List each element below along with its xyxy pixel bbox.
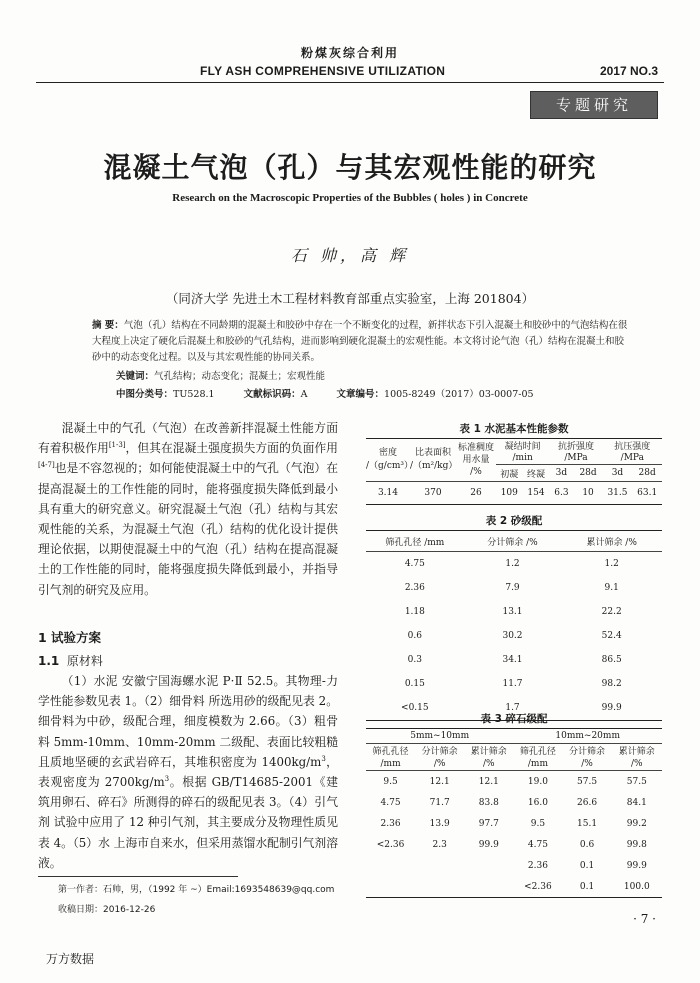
keywords-label: 关键词： <box>116 371 155 382</box>
abstract <box>92 318 630 366</box>
table-cell: 15.1 <box>577 818 598 829</box>
article-no-label: 文章编号： <box>336 389 385 400</box>
table-cell: 7.9 <box>505 583 520 593</box>
header-rule <box>36 82 664 83</box>
table-cell: 11.7 <box>502 679 523 689</box>
journal-name-cn: 粉煤灰综合利用 <box>300 46 399 60</box>
table-cell: 2.36 <box>404 583 425 593</box>
t3-group-b: 10mm~20mm <box>513 729 662 744</box>
table-cell: 99.9 <box>478 839 499 850</box>
page-number: · 7 · <box>633 912 656 926</box>
clc-label: 中图分类号： <box>116 389 174 400</box>
table-cell: 9.5 <box>383 776 398 787</box>
table-cell: 4.75 <box>380 797 401 808</box>
table-row <box>366 855 662 876</box>
table-cell: <2.36 <box>376 839 405 850</box>
t1-flex-3d: 3d <box>555 468 568 478</box>
superscript-3b: 3 <box>164 775 170 784</box>
table-row <box>366 813 662 834</box>
footnote-rule <box>38 876 238 877</box>
t1-final: 终凝 <box>526 469 545 480</box>
table-row <box>366 648 662 672</box>
t1-comp-3d: 3d <box>611 468 624 478</box>
table-cell: 12.1 <box>478 776 499 787</box>
table-cell: 109 <box>500 488 518 498</box>
table-cell: 1.18 <box>404 607 425 617</box>
issue-number: 2017 NO.3 <box>599 64 658 78</box>
citation-1-3: [1-3] <box>108 441 126 450</box>
table-cell: 10 <box>582 488 594 498</box>
t3-u-part: /% <box>433 758 446 769</box>
t1-initial: 初凝 <box>500 469 519 480</box>
table1 <box>366 438 662 505</box>
journal-name-en: FLY ASH COMPREHENSIVE UTILIZATION <box>200 64 446 78</box>
table-cell: 26 <box>470 488 482 498</box>
table-cell: 0.6 <box>407 631 422 641</box>
table-row <box>366 792 662 813</box>
table-cell: 12.1 <box>429 776 450 787</box>
table-cell: 0.6 <box>579 839 595 850</box>
t1-h-water: 标准稠度用水量 /% <box>457 443 494 477</box>
table-cell: 0.1 <box>579 860 595 871</box>
t1-h-flex: 抗折强度 <box>557 442 594 452</box>
table2 <box>366 530 662 721</box>
table-cell: <2.36 <box>524 881 552 892</box>
table-cell: 83.8 <box>478 797 499 808</box>
clc-value: TU528.1 <box>173 389 215 400</box>
table-cell: 2.3 <box>432 839 447 850</box>
table-cell: 31.5 <box>607 488 628 498</box>
table-cell: 3.14 <box>377 488 398 498</box>
table-cell: 71.7 <box>429 797 450 808</box>
table-cell: 63.1 <box>637 488 658 498</box>
table-cell: 154 <box>527 488 545 498</box>
t3-u-part-b: /% <box>581 758 593 769</box>
article-title-cn: 混凝土气泡（孔）与其宏观性能的研究 <box>103 151 597 184</box>
table-cell: 26.6 <box>577 797 598 808</box>
table-row <box>366 600 662 624</box>
t1-h-density: 密度 /（g/cm³） <box>366 448 414 471</box>
t3-u-cum-b: /% <box>631 758 643 769</box>
section-heading-1: 1 试验方案 <box>38 630 102 645</box>
table-cell: 99.2 <box>626 818 647 829</box>
affiliation: （同济大学 先进土木工程材料教育部重点实验室，上海 201804） <box>165 291 535 306</box>
table-cell: 99.9 <box>626 860 647 871</box>
article-title-en: Research on the Macroscopic Properties of the Bubbles ( holes ) in Concrete <box>172 192 528 204</box>
table-cell: 86.5 <box>601 655 622 665</box>
table-cell: 13.9 <box>429 818 450 829</box>
t2-header: 累计筛余 /% <box>586 537 637 548</box>
table-cell <box>366 876 415 898</box>
table-cell: 1.2 <box>505 559 520 569</box>
table-cell: 30.2 <box>502 631 523 641</box>
t1-h-setting: 凝结时间 <box>504 442 541 452</box>
citation-4-7: [4-7] <box>38 461 55 470</box>
section-number: 1.1 <box>38 654 60 668</box>
authors: 石 帅，高 辉 <box>290 246 410 265</box>
classification-info <box>116 386 636 400</box>
intro-text-1: 混凝土中的气孔（气泡）在改善新拌混凝土性能方面有着积极作用 <box>38 421 338 456</box>
footnote-author: 第一作者：石帅，男，（1992 年 ~）Email:1693548639@qq.com <box>58 885 335 895</box>
table-cell: 4.75 <box>527 839 548 850</box>
doc-code-value: A <box>300 389 308 400</box>
table-row <box>366 624 662 648</box>
table-cell: 16.0 <box>527 797 548 808</box>
table-cell: 52.4 <box>601 631 622 641</box>
table-cell: 0.3 <box>407 655 422 665</box>
intro-paragraph <box>38 418 338 600</box>
table3 <box>366 728 662 898</box>
t3-group-a: 5mm~10mm <box>366 729 513 744</box>
doc-code-label: 文献标识码： <box>243 389 301 400</box>
table-cell: 9.5 <box>530 818 546 829</box>
t1-comp-28d: 28d <box>638 468 656 478</box>
t3-h-cum: 累计筛余 <box>470 747 507 757</box>
table-cell: 13.1 <box>502 607 523 617</box>
table-cell: 34.1 <box>502 655 523 665</box>
table-cell <box>366 855 415 876</box>
table-cell <box>415 876 464 898</box>
t1-h-comp: 抗压强度 <box>614 442 651 452</box>
t3-h-part: 分计筛余 <box>421 747 458 757</box>
t1-h-setting-unit: /min <box>496 452 549 465</box>
table-cell: 22.2 <box>601 607 622 617</box>
table-cell: 98.2 <box>601 679 622 689</box>
footnote-received: 收稿日期：2016-12-26 <box>58 905 156 915</box>
table-cell <box>464 855 513 876</box>
table-cell: 1.7 <box>505 703 520 713</box>
table2-caption: 表 2 砂级配 <box>485 515 543 527</box>
table-cell <box>415 855 464 876</box>
abstract-label: 摘 要： <box>92 320 124 331</box>
article-no-value: 1005-8249（2017）03-0007-05 <box>384 389 534 400</box>
table-cell <box>464 876 513 898</box>
table-row <box>366 834 662 855</box>
t3-u-cum: /% <box>483 758 495 769</box>
table1-caption: 表 1 水泥基本性能参数 <box>459 423 569 435</box>
table-cell: 6.3 <box>554 488 569 498</box>
table-cell: 1.2 <box>604 559 619 569</box>
table-row <box>366 576 662 600</box>
table-cell: 370 <box>424 488 442 498</box>
watermark: 万方数据 <box>46 952 95 966</box>
abstract-text: 气泡（孔）结构在不同龄期的混凝土和胶砂中存在一个不断变化的过程，新拌状态下引入混凝土和胶砂中的气泡结构在很大程度上决定了硬化后混凝土和胶砂的气孔结构，进而影响到硬化混凝土的宏观性能。本文将讨论气泡（孔）结构在混凝土和胶砂中的动态变化过程。以及与其宏观性能的协同关系。 <box>92 320 628 363</box>
t2-header: 筛孔孔径 /mm <box>385 537 445 548</box>
table-cell: 19.0 <box>527 776 548 787</box>
t3-h-sieve-b: 筛孔孔径 <box>519 747 556 757</box>
section-title: 原材料 <box>66 654 103 668</box>
table-cell: 99.9 <box>601 703 622 713</box>
table-cell: 100.0 <box>623 881 650 892</box>
materials-text-1: （1）水泥 安徽宁国海螺水泥 P·Ⅱ 52.5。其物理-力学性能参数见表 1。（2）细骨料 所选用砂的级配见表 2。细骨料为中砂，级配合理，细度模数为 2.66。（3）粗骨料 5mm-10mm、10mm-20mm 二级配、表面比较粗糙且质地坚硬的玄武岩碎石，其堆积密度为 1400kg/m <box>38 674 338 769</box>
keywords-text: 气孔结构；动态变化；混凝土；宏观性能 <box>154 371 326 382</box>
t3-h-sieve: 筛孔孔径 <box>372 747 409 757</box>
table3-caption: 表 3 碎石级配 <box>480 713 548 725</box>
materials-text-3: 。根据 GB/T14685-2001《建筑用卵石、碎石》所测得的碎石的级配见表 3。（4）引气剂 试验中应用了 12 种引气剂，其主要成分及物理性质见表 4。（5）水 上海市自来水，但采用蒸馏水配制引气剂溶液。 <box>38 775 338 870</box>
table-cell: <0.15 <box>401 703 429 713</box>
table-cell: 97.7 <box>478 818 499 829</box>
table-cell: 0.1 <box>579 881 595 892</box>
t3-h-part-b: 分计筛余 <box>569 747 606 757</box>
table-cell: 9.1 <box>604 583 619 593</box>
table-cell: 2.36 <box>527 860 548 871</box>
t3-u-sieve-b: /mm <box>527 758 548 769</box>
table-cell: 57.5 <box>626 776 647 787</box>
intro-text-3: 也是不容忽视的；如何能使混凝土中的气孔（气泡）在提高混凝土的工作性能的同时，能将强度损失降低到最小具有重大的研究意义。研究混凝土气泡（孔）结构与其宏观性能的关系，为混凝土气泡（孔）结构的优化设计提供理论依据，以期使混凝土中的气泡（孔）结构在提高混凝土的工作性能的同时，能将强度损失降低到最小，并指导引气剂的研究及应用。 <box>38 461 338 597</box>
table-row <box>366 771 662 793</box>
t3-h-cum-b: 累计筛余 <box>618 747 655 757</box>
table-cell: 99.8 <box>626 839 647 850</box>
superscript-3: 3 <box>321 754 326 763</box>
keywords <box>116 368 325 382</box>
intro-text-2: ，但其在混凝土强度损失方面的负面作用 <box>125 441 338 456</box>
table-cell: 4.75 <box>404 559 425 569</box>
table-cell: 0.15 <box>404 679 425 689</box>
t1-h-comp-unit: /MPa <box>603 452 662 465</box>
section-banner: 专题研究 <box>530 91 658 119</box>
materials-text-2: ，表观密度为 2700kg/m <box>38 754 338 790</box>
section-heading-1-1 <box>38 652 103 669</box>
t1-h-surface: 比表面积 /（m²/kg） <box>409 448 458 471</box>
materials-paragraph <box>38 671 338 873</box>
table-cell: 84.1 <box>626 797 647 808</box>
t1-flex-28d: 28d <box>579 468 597 478</box>
table-row <box>366 672 662 696</box>
t1-h-flex-unit: /MPa <box>549 452 602 465</box>
table-cell: 2.36 <box>380 818 401 829</box>
table-cell: 57.5 <box>577 776 598 787</box>
t3-u-sieve: /mm <box>380 758 401 769</box>
table-row <box>366 876 662 898</box>
table-row <box>366 552 662 577</box>
t2-header: 分计筛余 /% <box>487 537 538 548</box>
